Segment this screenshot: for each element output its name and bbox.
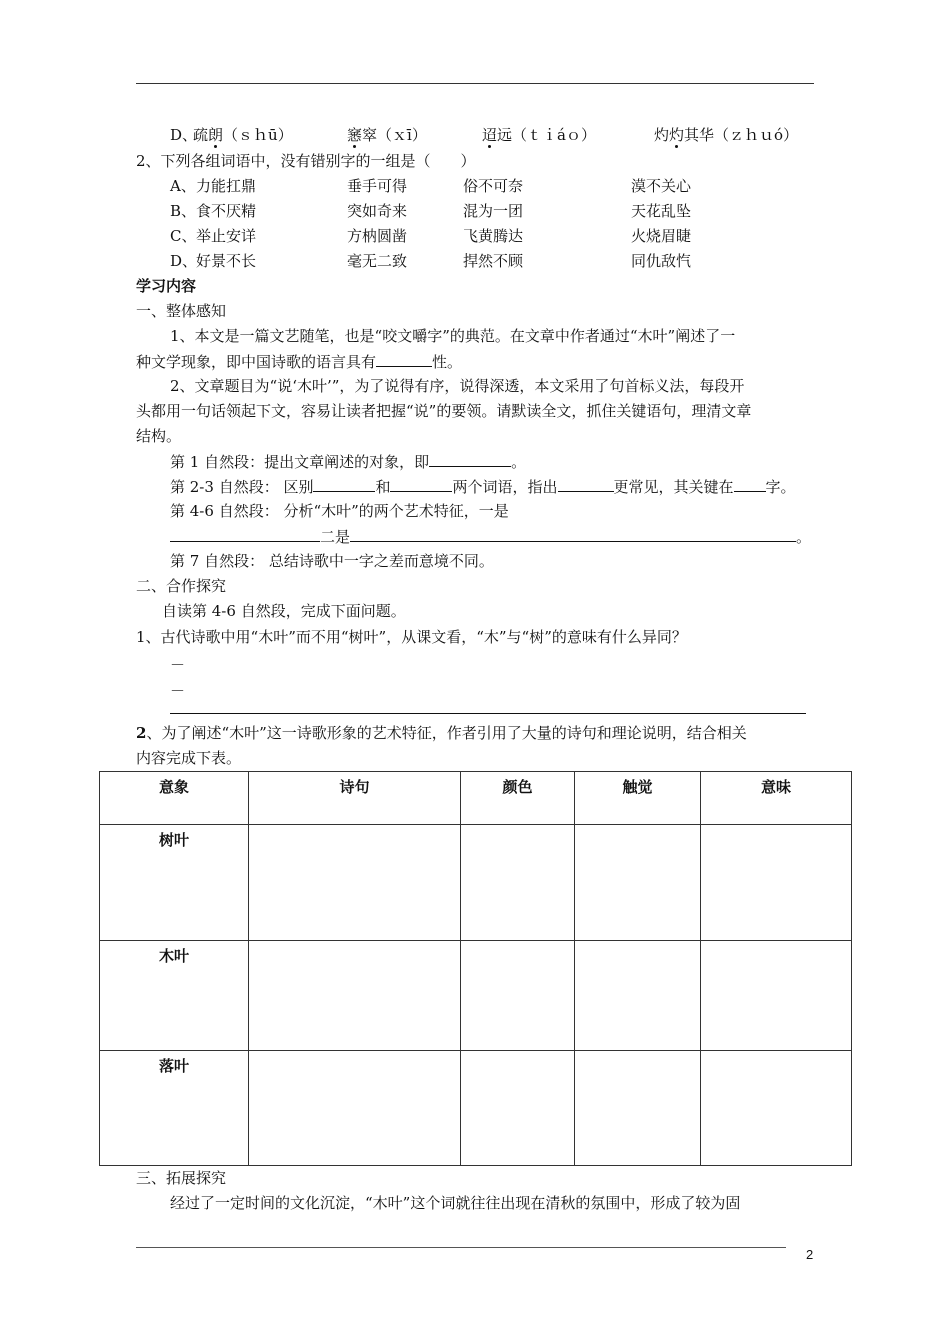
table-cell[interactable] xyxy=(249,941,461,1051)
p1-line-2: 种文学现象，即中国诗歌的语言具有 性。 xyxy=(136,353,463,371)
section-2-intro: 自读第 4-6 自然段，完成下面问题。 xyxy=(162,602,406,620)
p2-line-3: 结构。 xyxy=(136,427,182,445)
footer-rule xyxy=(136,1247,786,1248)
answer-blank[interactable] xyxy=(170,526,320,542)
table-cell[interactable] xyxy=(249,1051,461,1166)
q2-c-word-3: 飞黄腾达 xyxy=(463,227,524,245)
answer-blank[interactable] xyxy=(558,476,614,492)
q2-c-word-1: 举止安详 xyxy=(196,227,257,245)
table-cell[interactable] xyxy=(575,825,701,941)
table-header-row xyxy=(100,772,852,825)
option-label: D、 xyxy=(170,126,198,144)
q2-c-word-4: 火烧眉睫 xyxy=(631,227,692,245)
header-imagery: 意象 xyxy=(100,772,249,825)
q2-a-word-4: 漠不关心 xyxy=(631,177,692,195)
answer-blank[interactable] xyxy=(390,476,452,492)
q2-option-b-label: B、 xyxy=(170,202,197,220)
table-cell[interactable] xyxy=(701,1051,852,1166)
q2-d-word-1: 好景不长 xyxy=(196,252,257,270)
section-1-title: 一、整体感知 xyxy=(136,302,227,320)
q2-b-word-4: 天花乱坠 xyxy=(631,202,692,220)
table-cell[interactable] xyxy=(701,825,852,941)
imagery-table xyxy=(99,771,852,1166)
q2-a-word-2: 垂手可得 xyxy=(347,177,408,195)
q2-c-word-2: 方枘圆凿 xyxy=(347,227,408,245)
answer-blank[interactable] xyxy=(350,526,796,542)
q1-d-word-2: 窸窣（ｘī） xyxy=(347,126,427,144)
p2-line-2: 头都用一句话领起下文，容易让读者把握“说”的要领。请默读全文，抓住关键语句，理清文章 xyxy=(136,402,752,420)
q2-d-word-3: 捍然不顾 xyxy=(463,252,524,270)
table-cell[interactable] xyxy=(249,825,461,941)
table-cell[interactable] xyxy=(461,1051,575,1166)
q2-option-d-label: D、 xyxy=(170,252,198,270)
q2-b-word-2: 突如奇来 xyxy=(347,202,408,220)
q2-option-a-label: A、 xyxy=(170,177,196,195)
para-4-6-line: 第 4-6 自然段： 分析“木叶”的两个艺术特征，一是 xyxy=(170,502,509,520)
table-cell[interactable] xyxy=(461,825,575,941)
header-touch: 触觉 xyxy=(575,772,701,825)
q2-d-word-2: 毫无二致 xyxy=(347,252,408,270)
row-label-shuye: 树叶 xyxy=(100,825,249,941)
table-cell[interactable] xyxy=(575,941,701,1051)
section-2-title: 二、合作探究 xyxy=(136,577,227,595)
answer-dash-1: － xyxy=(170,656,186,674)
header-meaning: 意味 xyxy=(701,772,852,825)
answer-blank[interactable] xyxy=(429,451,511,467)
q2-b-word-3: 混为一团 xyxy=(463,202,524,220)
row-label-muye: 木叶 xyxy=(100,941,249,1051)
section-3-text: 经过了一定时间的文化沉淀，“木叶”这个词就往往出现在清秋的氛围中，形成了较为固 xyxy=(170,1194,741,1212)
section-3-title: 三、拓展探究 xyxy=(136,1169,227,1187)
q1-d-word-4: 灼灼其华（ｚｈｕó） xyxy=(654,126,799,144)
para-1-line: 第 1 自然段：提出文章阐述的对象，即 。 xyxy=(170,453,527,471)
header-rule xyxy=(136,83,814,84)
para-4-6-blanks: 二是 。 xyxy=(170,526,811,547)
section-2-q1: 1、古代诗歌中用“木叶”而不用“树叶”，从课文看，“木”与“树”的意味有什么异同？ xyxy=(136,628,687,646)
answer-blank[interactable] xyxy=(734,476,766,492)
q2-a-word-1: 力能扛鼎 xyxy=(196,177,257,195)
q2-d-word-4: 同仇敌忾 xyxy=(631,252,692,270)
section-2-q2-line-1: 2、为了阐述“木叶”这一诗歌形象的艺术特征，作者引用了大量的诗句和理论说明，结合相关 xyxy=(136,724,747,742)
table-row xyxy=(100,1051,852,1166)
answer-blank[interactable] xyxy=(376,351,432,367)
q2-option-c-label: C、 xyxy=(170,227,197,245)
q1-d-word-3: 迢远（ｔｉáｏ） xyxy=(482,126,596,144)
header-verse: 诗句 xyxy=(249,772,461,825)
answer-line[interactable] xyxy=(170,713,806,714)
p2-line-1: 2、文章题目为“说‘木叶’”，为了说得有序，说得深透，本文采用了句首标义法，每段开 xyxy=(170,377,745,395)
table-row xyxy=(100,825,852,941)
table-cell[interactable] xyxy=(461,941,575,1051)
q2-b-word-1: 食不厌精 xyxy=(196,202,257,220)
page-number: 2 xyxy=(806,1247,814,1262)
q2-stem: 2、下列各组词语中，没有错别字的一组是（ ） xyxy=(136,152,476,170)
answer-blank[interactable] xyxy=(313,476,375,492)
q2-a-word-3: 俗不可奈 xyxy=(463,177,524,195)
q1-d-word-1: 疏朗（ｓｈū） xyxy=(193,126,293,144)
header-color: 颜色 xyxy=(461,772,575,825)
row-label-luoye: 落叶 xyxy=(100,1051,249,1166)
answer-dash-2: － xyxy=(170,682,186,700)
section-2-q2-line-2: 内容完成下表。 xyxy=(136,749,242,767)
p1-line-1: 1、本文是一篇文艺随笔，也是“咬文嚼字”的典范。在文章中作者通过“木叶”阐述了一 xyxy=(170,327,736,345)
table-cell[interactable] xyxy=(575,1051,701,1166)
para-7-line: 第 7 自然段： 总结诗歌中一字之差而意境不同。 xyxy=(170,552,494,570)
table-cell[interactable] xyxy=(701,941,852,1051)
table-row xyxy=(100,941,852,1051)
para-2-3-line: 第 2-3 自然段： 区别 和 两个词语，指出 更常见，其关键在 字。 xyxy=(170,478,796,496)
study-heading: 学习内容 xyxy=(136,277,197,295)
